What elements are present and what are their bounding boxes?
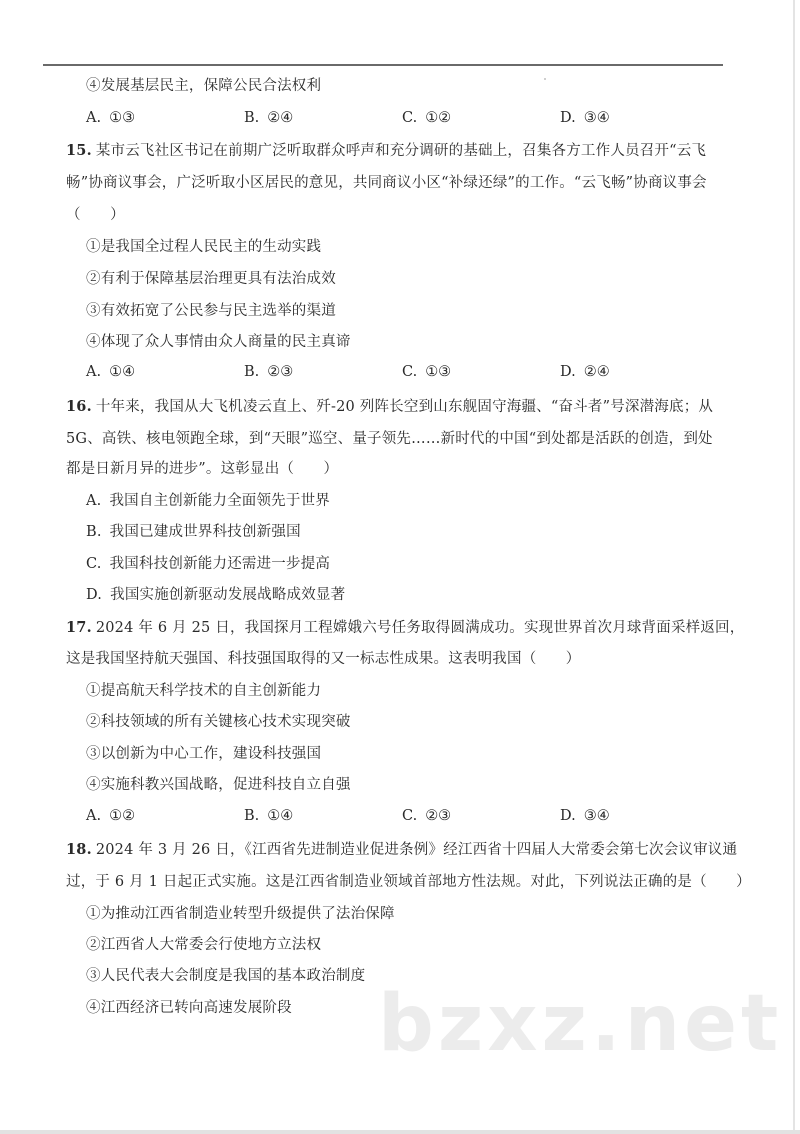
option-c: C. ①③ — [402, 364, 452, 380]
option-a: A. ①② — [86, 808, 136, 824]
question-stem-line: 18. 2024 年 3 月 26 日，《江西省先进制造业促进条例》经江西省十四届人大常委会第七次会议审议通 — [66, 841, 738, 858]
header-rule — [43, 64, 723, 66]
question-stem-line: 5G、高铁、核电领跑全球，到“天眼”巡空、量子领先……新时代的中国“到处都是活跃的创造，到处 — [66, 431, 713, 447]
option-c: C. ①② — [402, 110, 452, 126]
statement-item-4: ④实施科教兴国战略，促进科技自立自强 — [86, 777, 351, 793]
statement-item-2: ②江西省人大常委会行使地方立法权 — [86, 937, 322, 953]
option-b: B. ①④ — [244, 808, 294, 824]
question-number: 16. — [66, 398, 92, 415]
choice-a: A. 我国自主创新能力全面领先于世界 — [86, 493, 330, 509]
question-stem-line: 畅”协商议事会，广泛听取小区居民的意见，共同商议小区“补绿还绿”的工作。“云飞畅”协商议事会 — [66, 175, 707, 191]
option-d: D. ②④ — [560, 364, 610, 380]
statement-item-4: ④体现了众人事情由众人商量的民主真谛 — [86, 334, 351, 350]
choice-c: C. 我国科技创新能力还需进一步提高 — [86, 556, 331, 572]
statement-item-3: ③以创新为中心工作，建设科技强国 — [86, 746, 322, 762]
page-bottom-edge — [0, 1130, 800, 1134]
option-b: B. ②④ — [244, 110, 294, 126]
prev-question-item-4: ④发展基层民主，保障公民合法权利 — [86, 78, 322, 94]
watermark-text: bzxz.net — [378, 979, 783, 1069]
answer-blank: （ ） — [66, 207, 125, 223]
question-stem-line: 都是日新月异的进步”。这彰显出（ ） — [66, 461, 339, 477]
choice-d: D. 我国实施创新驱动发展战略成效显著 — [86, 587, 346, 603]
statement-item-3: ③人民代表大会制度是我国的基本政治制度 — [86, 968, 366, 984]
scan-speck — [544, 78, 546, 80]
option-a: A. ①③ — [86, 110, 136, 126]
question-number: 17. — [66, 619, 92, 636]
choice-b: B. 我国已建成世界科技创新强国 — [86, 524, 301, 540]
option-d: D. ③④ — [560, 110, 610, 126]
statement-item-1: ①是我国全过程人民民主的生动实践 — [86, 239, 322, 255]
statement-item-2: ②科技领域的所有关键核心技术实现突破 — [86, 714, 351, 730]
question-stem-line: 这是我国坚持航天强国、科技强国取得的又一标志性成果。这表明我国（ ） — [66, 651, 581, 667]
prev-question-options — [86, 108, 726, 128]
statement-item-1: ①为推动江西省制造业转型升级提供了法治保障 — [86, 906, 395, 922]
question-number: 18. — [66, 841, 92, 858]
question-stem-line: 15. 某市云飞社区书记在前期广泛听取群众呼声和充分调研的基础上，召集各方工作人员召开“云飞 — [66, 142, 707, 159]
question-options — [86, 806, 726, 826]
option-a: A. ①④ — [86, 364, 136, 380]
statement-item-3: ③有效拓宽了公民参与民主选举的渠道 — [86, 303, 336, 319]
option-b: B. ②③ — [244, 364, 294, 380]
option-d: D. ③④ — [560, 808, 610, 824]
statement-item-1: ①提高航天科学技术的自主创新能力 — [86, 683, 322, 699]
statement-item-4: ④江西经济已转向高速发展阶段 — [86, 1000, 292, 1016]
question-stem-line: 16. 十年来，我国从大飞机凌云直上、歼-20 列阵长空到山东舰固守海疆、“奋斗者”号深潜海底；从 — [66, 398, 714, 415]
question-number: 15. — [66, 142, 92, 159]
question-stem-line: 过，于 6 月 1 日起正式实施。这是江西省制造业领域首部地方性法规。对此，下列说法正确的是（ ） — [66, 874, 751, 890]
question-options — [86, 362, 726, 382]
option-c: C. ②③ — [402, 808, 452, 824]
question-stem-line: 17. 2024 年 6 月 25 日，我国探月工程嫦娥六号任务取得圆满成功。实现世界首次月球背面采样返回， — [66, 619, 745, 636]
statement-item-2: ②有利于保障基层治理更具有法治成效 — [86, 271, 336, 287]
